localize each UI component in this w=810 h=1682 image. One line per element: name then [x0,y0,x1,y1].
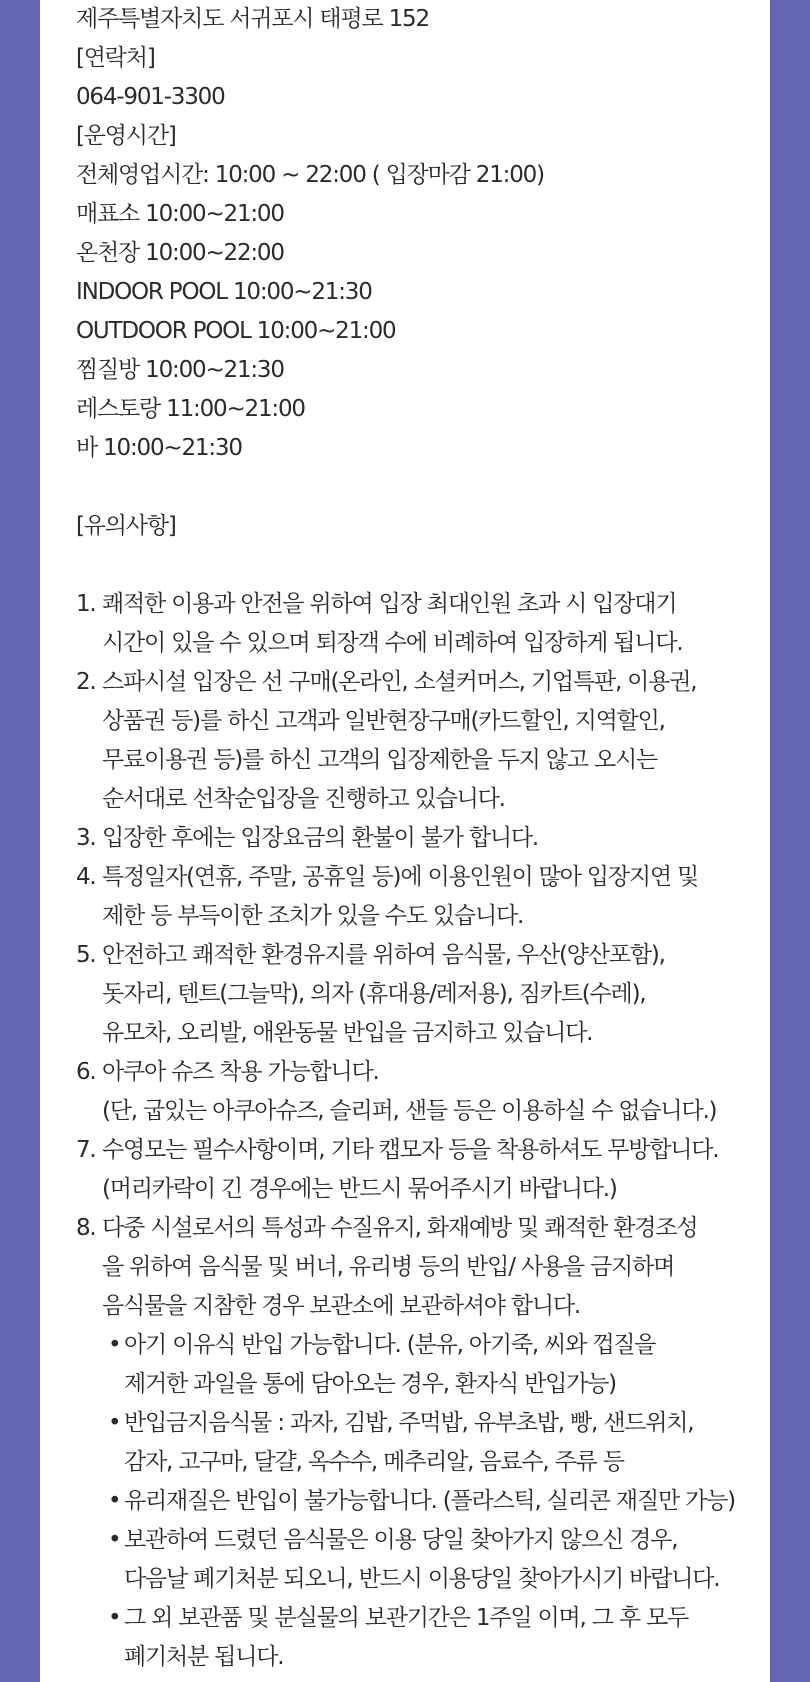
note-line: 돗자리, 텐트(그늘막), 의자 (휴대용/레저용), 짐카트(수레), [102,981,646,1007]
address: 제주특별자치도 서귀포시 태평로 152 [76,6,429,32]
note-line: 안전하고 쾌적한 환경유지를 위하여 음식물, 우산(양산포함), [102,942,665,968]
bullet-item [76,1521,766,1599]
bullet-dot: • [108,1527,121,1553]
info-text [76,0,766,1677]
bullet-item [76,1482,766,1521]
note-item [76,1209,766,1326]
bullet-dot: • [108,1410,121,1436]
note-item [76,663,766,819]
bullet-line: 다음날 폐기처분 되오니, 반드시 이용당일 찾아가시기 바랍니다. [124,1566,720,1592]
note-number: 8. [76,1215,96,1241]
hours-line: 온천장 10:00~22:00 [76,240,284,266]
bullet-dot: • [108,1332,121,1358]
bullet-line: 제거한 과일을 통에 담아오는 경우, 환자식 반입가능) [124,1371,616,1397]
note-item [76,585,766,663]
note-line: (머리카락이 긴 경우에는 반드시 묶어주시기 바랍니다.) [102,1176,617,1202]
note-number: 3. [76,825,96,851]
note-line: 쾌적한 이용과 안전을 위하여 입장 최대인원 초과 시 입장대기 [102,591,677,617]
note-line: 제한 등 부득이한 조치가 있을 수도 있습니다. [102,903,524,929]
note-number: 4. [76,864,96,890]
hours-line: 전체영업시간: 10:00 ~ 22:00 ( 입장마감 21:00) [76,162,544,188]
note-line: 스파시설 입장은 선 구매(온라인, 소셜커머스, 기업특판, 이용권, [102,669,697,695]
contact-phone: 064-901-3300 [76,84,225,110]
bullet-line: 아기 이유식 반입 가능합니다. (분유, 아기죽, 씨와 껍질을 [124,1332,656,1358]
note-line: 순서대로 선착순입장을 진행하고 있습니다. [102,786,505,812]
note-number: 2. [76,669,96,695]
hours-line: INDOOR POOL 10:00~21:30 [76,279,372,305]
bullet-line: 폐기처분 됩니다. [124,1644,284,1670]
note-line: 수영모는 필수사항이며, 기타 캡모자 등을 착용하셔도 무방합니다. [102,1137,719,1163]
note-line: 시간이 있을 수 있으며 퇴장객 수에 비례하여 입장하게 됩니다. [102,630,683,656]
note-item [76,936,766,1053]
note-item [76,1053,766,1131]
bullet-line: 반입금지음식물 : 과자, 김밥, 주먹밥, 유부초밥, 빵, 샌드위치, [124,1410,694,1436]
note-line: (단, 굽있는 아쿠아슈즈, 슬리퍼, 샌들 등은 이용하실 수 없습니다.) [102,1098,717,1124]
note-line: 음식물을 지참한 경우 보관소에 보관하셔야 합니다. [102,1293,581,1319]
bullet-line: 보관하여 드렸던 음식물은 이용 당일 찾아가지 않으신 경우, [124,1527,678,1553]
bullet-item [76,1326,766,1404]
note-number: 5. [76,942,96,968]
bullet-line: 유리재질은 반입이 불가능합니다. (플라스틱, 실리콘 재질만 가능) [124,1488,735,1514]
hours-line: OUTDOOR POOL 10:00~21:00 [76,318,396,344]
hours-line: 레스토랑 11:00~21:00 [76,396,305,422]
note-line: 무료이용권 등)를 하신 고객의 입장제한을 두지 않고 오시는 [102,747,657,773]
bullet-item [76,1599,766,1677]
note-line: 상품권 등)를 하신 고객과 일반현장구매(카드할인, 지역할인, [102,708,665,734]
note-line: 아쿠아 슈즈 착용 가능합니다. [102,1059,379,1085]
bullet-line: 그 외 보관품 및 분실물의 보관기간은 1주일 이며, 그 후 모두 [124,1605,689,1631]
note-number: 6. [76,1059,96,1085]
note-item [76,858,766,936]
note-number: 1. [76,591,96,617]
bullet-dot: • [108,1605,121,1631]
note-item [76,819,766,858]
note-line: 특정일자(연휴, 주말, 공휴일 등)에 이용인원이 많아 입장지연 및 [102,864,698,890]
note-line: 유모차, 오리발, 애완동물 반입을 금지하고 있습니다. [102,1020,593,1046]
bullet-dot: • [108,1488,121,1514]
note-number: 7. [76,1137,96,1163]
hours-line: 바 10:00~21:30 [76,435,242,461]
content-panel [40,0,770,1682]
note-item [76,1131,766,1209]
hours-line: 매표소 10:00~21:00 [76,201,284,227]
contact-heading: [연락처] [76,45,155,71]
bullet-line: 감자, 고구마, 달걀, 옥수수, 메추리알, 음료수, 주류 등 [124,1449,624,1475]
note-line: 을 위하여 음식물 및 버너, 유리병 등의 반입/ 사용을 금지하며 [102,1254,675,1280]
spacer [76,468,766,507]
notes-heading: [유의사항] [76,513,176,539]
hours-heading: [운영시간] [76,123,176,149]
note-line: 입장한 후에는 입장요금의 환불이 불가 합니다. [102,825,539,851]
bullet-item [76,1404,766,1482]
note-line: 다중 시설로서의 특성과 수질유지, 화재예방 및 쾌적한 환경조성 [102,1215,698,1241]
hours-line: 찜질방 10:00~21:30 [76,357,284,383]
spacer [76,546,766,585]
